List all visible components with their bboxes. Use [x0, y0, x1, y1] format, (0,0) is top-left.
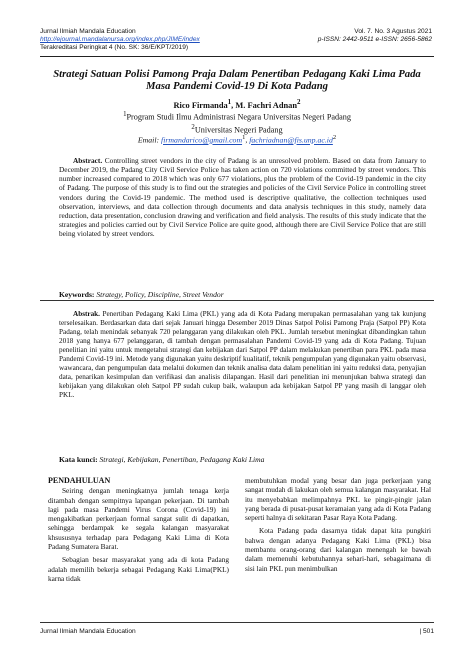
- authors-line: [40, 98, 434, 110]
- author-1: Rico Firmanda: [173, 100, 228, 110]
- abstrak-text: Penertiban Pedagang Kaki Lima (PKL) yang ada di Kota Padang merupakan permasalahan yang tak kunjung terselesaikan. Berdasarkan data dari sejak Januari hingga Desember 2019 Dinas Satpol Polisi Pamong Praja (Satpol PP) Kota Padang, telah menindak sebanyak 720 pelanggaran yang dilakukan oleh PKL. Jumlah tersebut meningkat dibandingkan tahun 2018 yang hanya 677 pelanggaran, di tambah dengan permasalahan Pandemi Covid-19 yang ada di Kota Padang. Tujuan penelitian ini yaitu untuk mengetahui strategi dan kebijakan dari Satpol PP dalam melakukan penertiban para PKL pada masa Pandemi Covid-19 ini. Metode yang digunakan yaitu deskriptif kualitatif, teknik pengumpulan yang digunakan yaitu observasi, wawancara, dan pengumpulan data melalui dokumen dan teknik analisa data dalam penelitian ini yaitu reduksi data, penyajian data, penarikan kesimpulan dan verifikasi dan analisis dilapangan. Hasil dari penelitian ini menunjukan bahwa strategi dan kebijakan yang dilakukan oleh Satpol PP sudah cukup baik, walaupun ada kebijakan Satpol PP yang masih di langgar oleh PKL.: [59, 310, 426, 399]
- issn-text: p-ISSN: 2442-9511 e-ISSN: 2656-5862: [317, 36, 432, 44]
- section-title: PENDAHULUAN: [48, 476, 111, 485]
- abstract-label: Abstract.: [73, 156, 103, 165]
- email-link-1[interactable]: firmandarico@gmail.com: [161, 135, 243, 145]
- kata-kunci-text: Strategi, Kebijakan, Penertiban, Pedagang Kaki Lima: [97, 455, 265, 464]
- body-paragraph: membutuhkan modal yang besar dan juga perkerjaan yang sangat mudah di lakukan oleh semua kalangan masyarakat. Hal itu menyebabkan melimpahnya PKL ke pingir-pingir jalan yang berada di pusat-pusat keramaian yang ada di Kota Padang seperti halnya di sekitaran Pasar Raya Kota Padang.: [245, 476, 431, 523]
- email-sup-1: 1: [242, 134, 246, 141]
- body-column-right: [245, 476, 431, 577]
- footer-journal-name: Jurnal Ilmiah Mandala Education: [40, 628, 136, 635]
- volume-text: Vol. 7. No. 3 Agustus 2021: [354, 28, 432, 35]
- body-column-left: [48, 476, 229, 587]
- abstract-text: Controlling street vendors in the city of Padang is an unresolved problem. Based on data from January to December 2019, the Padang City Civil Service Police has taken action on 720 violations committed by street vendors. This number increased compared to 2018 which was only 677 violations, plus the problem of the Covid-19 pandemic in the city of Padang. The purpose of this study is to find out the strategies and policies of the Civil Service Police in controlling street vendors during the Covid-19 pandemic. The method used is descriptive qualitative, the collection techniques used observation, interviews, and data collection through documents and data analysis techniques in this study, namely data reduction, data presentation, conclusion drawing and verification and field analysis. The results of this study indicate that the strategies and policies carried out by Civil Service Police are quite good, although there are Civil Service Police that are still being violated by street vendors.: [59, 156, 426, 239]
- affiliations: [40, 110, 434, 135]
- accreditation-text: Terakreditasi Peringkat 4 (No. SK: 36/E/KPT/2019): [40, 44, 189, 52]
- affiliation-2-text: Universitas Negeri Padang: [194, 125, 283, 135]
- keywords-text: Strategy, Policy, Discipline, Street Vendor: [94, 290, 224, 299]
- page-number: | 501: [419, 628, 434, 635]
- keywords-indonesian: [59, 455, 426, 464]
- abstract-indonesian: [59, 310, 426, 400]
- body-paragraph: Seiring dengan meningkatnya jumlah tenaga kerja ditambah dengan sempitnya lapangan pekerjaan. Di tambah lagi pada masa Pandemi Virus Corona (Covid-19) ini mengakibatkan perkerjaan formal sangat sulit di dapatkan, sehingga berdampak ke segala kalangan masyarakat khsususnya terhadap para Pedagang Kaki Lima di Kota Padang Sumatera Barat.: [48, 486, 229, 552]
- keywords-english: [59, 290, 426, 299]
- body-paragraph: Kota Padang pada dasarnya tidak dapat kita pungkiri bahwa dengan adanya Pedagang Kaki Lima (PKL) bisa membantu orang-orang dari kalangan menengah ke bawah dalam memenuhi kebutuhannya sehari-hari, sebagaimana di sisi lain PKL pun menimbulkan: [245, 526, 431, 573]
- article-title: Strategi Satuan Polisi Pamong Praja Dalam Penertiban Pedagang Kaki Lima Pada Masa Pandemi Covid-19 Di Kota Padang: [53, 68, 421, 93]
- email-label: Email:: [137, 135, 162, 145]
- author-2-sup: 2: [297, 98, 301, 106]
- affiliation-1: [40, 110, 434, 123]
- journal-name: Jurnal Ilmiah Mandala Education: [40, 28, 136, 35]
- email-line: [40, 134, 434, 145]
- author-1-sup: 1: [227, 98, 232, 106]
- journal-url-link[interactable]: http://ejournal.mandalanursa.org/index.php/JIME/index: [40, 36, 200, 44]
- keywords-label: Keywords:: [59, 290, 95, 299]
- author-separator: ,: [231, 100, 236, 110]
- kata-kunci-label: Kata kunci:: [59, 455, 98, 464]
- email-separator: ,: [245, 135, 250, 145]
- header-divider: [40, 56, 434, 57]
- affiliation-1-text: Program Studi Ilmu Administrasi Negara Universitas Negeri Padang: [126, 112, 351, 122]
- affiliation-1-sup: 1: [123, 111, 127, 118]
- header-right: [212, 28, 432, 44]
- abstract-divider: [40, 300, 434, 301]
- affiliation-2-sup: 2: [191, 123, 195, 131]
- abstract-english: [59, 156, 426, 238]
- footer-divider: [40, 622, 434, 623]
- body-paragraph: Sebagian besar masyarakat yang ada di kota Padang adalah memilih bekerja sebagai Pedagang Kaki Lima(PKL) karna tidak: [48, 555, 229, 583]
- email-link-2[interactable]: fachriadnan@fis.unp.ac.id: [249, 135, 333, 145]
- abstrak-label: Abstrak.: [73, 310, 100, 318]
- author-2: M. Fachri Adnan: [235, 100, 298, 110]
- email-sup-2: 2: [332, 134, 337, 141]
